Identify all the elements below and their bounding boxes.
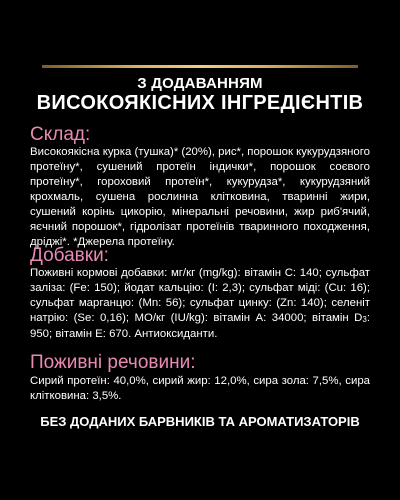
gold-accent-line — [42, 65, 358, 68]
additives-heading: Добавки: — [30, 245, 109, 266]
header-title: ВИСОКОЯКІСНИХ ІНГРЕДІЄНТІВ — [36, 92, 364, 114]
header-subtitle: З ДОДАВАННЯМ — [137, 75, 263, 92]
vitamin-d-subscript: 3 — [362, 315, 367, 324]
nutrients-text: Сирий протеїн: 40,0%, сирий жир: 12,0%, сира зола: 7,5%, сира клітковина: 3,5%. — [30, 375, 370, 402]
additives-text-part-2: : 950; вітамін E: 670. Антиоксиданти. — [30, 312, 370, 340]
footer-claim: БЕЗ ДОДАНИХ БАРВНИКІВ ТА АРОМАТИЗАТОРІВ — [40, 414, 360, 429]
additives-text-part-1: Поживні кормові добавки: мг/кг (mg/kg): вітамін C: 140; сульфат заліза: (Fe: 150); йодат кальцію: (I: 2,3); сульфат міді: (Cu: 16); сульфат марганцю: (Mn: 56); сульфат цинку: (Zn: 140); селеніт натрію: (Se: 0,16); МО/кг (IU/kg): вітамін A: 34000; вітамін D — [30, 267, 370, 324]
additives-text — [30, 266, 370, 342]
composition-text: Високоякісна курка (тушка)* (20%), рис*, порошок кукурудзяного протеїну*, сушений протеїн індички*, порошок соєвого протеїну*, гороховий протеїн*, кукурудза*, кукурудзяний крохмаль, сушена рослинна клітковина, тваринні жири, сушений корінь цикорію, мінеральні речовини, жир риб'ячий, яєчний порошок*, гідролізат протеїнів тваринного походження, дріджі*. *Джерела протеїну. — [30, 146, 370, 248]
composition-heading: Склад: — [30, 124, 91, 145]
nutrients-heading: Поживні речовини: — [30, 352, 196, 373]
